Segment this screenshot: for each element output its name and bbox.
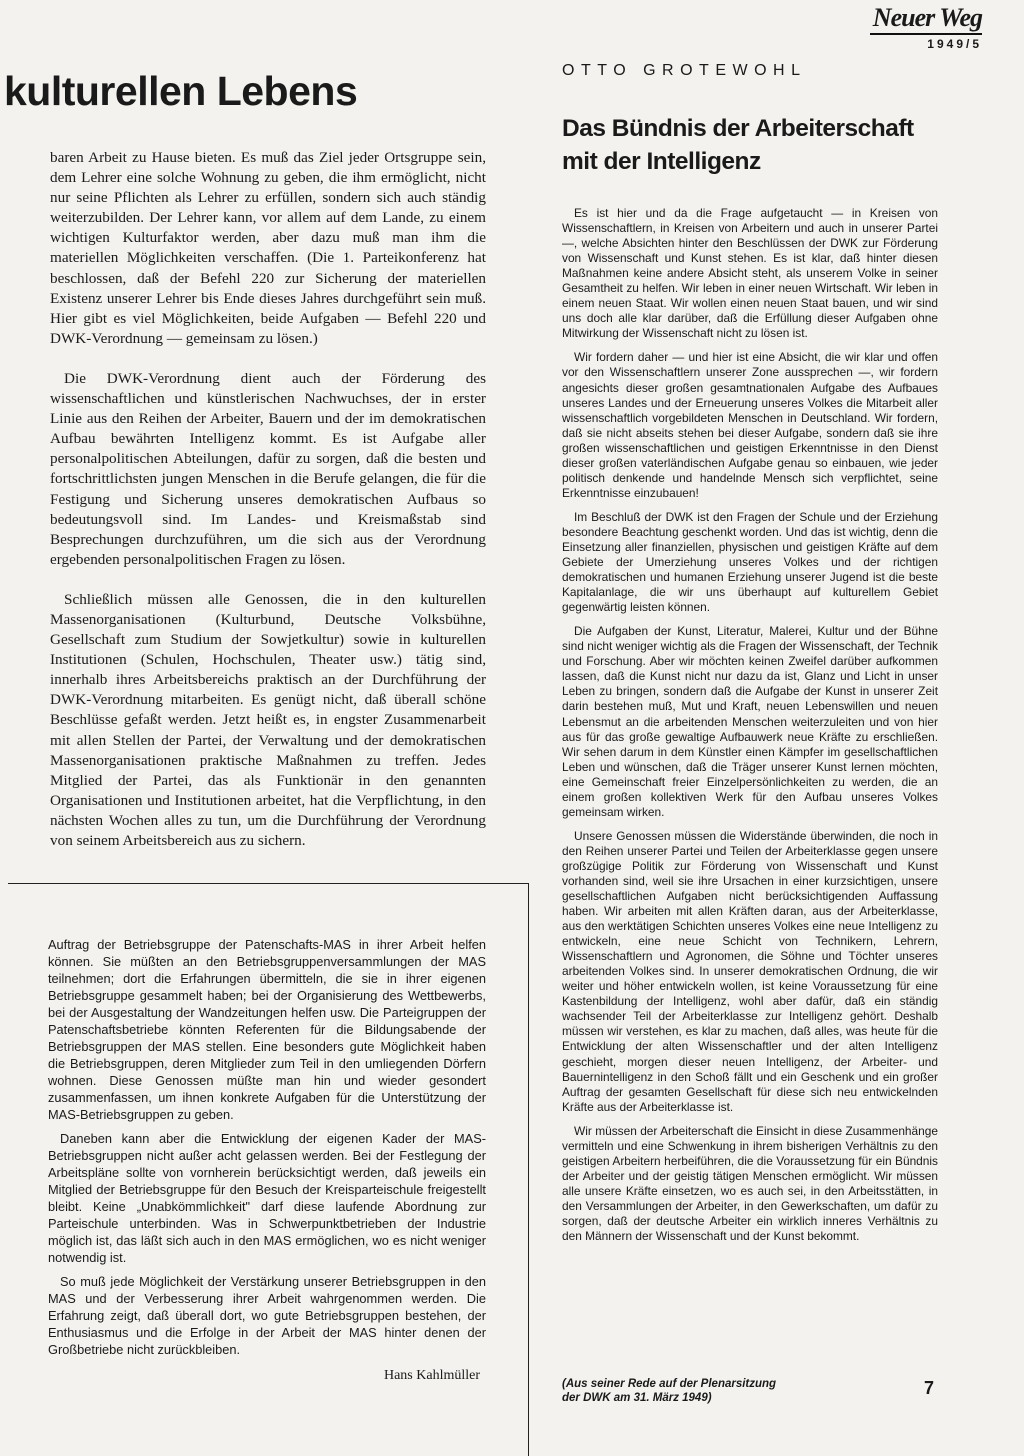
article-title xyxy=(562,112,982,178)
right-paragraph: Unsere Genossen müssen die Widerstände überwinden, die noch in den Reihen unserer Partei und Teilen der Arbeiterklasse gegen unsere großzügige Politik zur Förderung von Wissenschaft und Kunst vorhanden sind, weil sie ihre Ursachen in einer kurzsichtigen, unsere gesellschaftlichen Aufgaben nicht berücksichtigenden Auffassung haben. Wir arbeiten mit allen Kräften daran, aus der Arbeiterklasse, aus den werktätigen Schichten unseres Volkes eine neue Intelligenz zu entwickeln, eine neue Schicht von Technikern, Lehrern, Wissenschaftlern und Agronomen, die Söhne und Töchter unseres arbeitenden Volkes sind. In unserer demokratischen Ordnung, die wir weiter und höher entwickeln wollen, ist keine Voraussetzung für eine Kastenbildung der Intelligenz, wohl aber dafür, daß ein ständig wachsender Teil der Arbeiterklasse zur Intelligenz gehört. Deshalb müssen wir verstehen, es klar zu machen, daß alles, was heute für die Entwicklung der alten Wissenschaftler und der alten Intelligenz geschieht, morgen dieser neuen Intelligenz, der Arbeiter- und Bauernintelligenz in den Schoß fällt und ein Geschenk und ein großer Auftrag der gesamten Gesellschaft für diese sich neu entwickelnden Kräfte aus der Arbeiterklasse ist. xyxy=(562,828,938,1114)
left-paragraph: Schließlich müssen alle Genossen, die in den kulturellen Massenorganisationen (Kulturbund, Deutsche Volksbühne, Gesellschaft zum Studium der Sowjetkultur) sowie in kulturellen Institutionen (Schulen, Hochschulen, Theater usw.) tätig sind, innerhalb ihres Arbeitsbereichs praktisch an der Durchführung der DWK-Verordnung mitarbeiten. Es genügt nicht, daß überall schöne Beschlüsse gefaßt werden. Jetzt heißt es, in engster Zusammenarbeit mit allen Stellen der Partei, der Verwaltung und der demokratischen Massenorganisationen praktische Maßnahmen zu treffen. Jedes Mitglied der Partei, das als Funktionär in den genannten Organisationen und Institutionen arbeitet, hat die Verpflichtung, in den nächsten Wochen alles zu tun, um die Durchführung der Verordnung von seinem Arbeitsbereich aus zu sichern. xyxy=(50,590,486,849)
left-article-body xyxy=(50,148,486,871)
right-article-body xyxy=(562,206,938,1253)
right-paragraph: Die Aufgaben der Kunst, Literatur, Malerei, Kultur und der Bühne sind nicht weniger wichtig als die Fragen der Wissenschaft, der Technik und Forschung. Aber wir möchten keinen Zweifel darüber aufkommen lassen, daß die Kunst nicht nur dazu da ist, Glanz und Licht in unser Leben zu bringen, sondern daß die Aufgabe der Kunst in unserer Zeit darin bestehen muß, Mut und Kraft, neuen Lebenswillen und neuen Lebensmut an die arbeitenden Menschen weiterzuleiten und von hier aus für das große gewaltige Aufbauwerk neue Kräfte zu erschließen. Wir sehen darum in dem Künstler einen Kämpfer im gesellschaftlichen Leben und wünschen, daß die Träger unserer Kunst lernen möchten, eine Gemeinschaft freier Einzelpersönlichkeiten zu werden, die an einem großen kollektiven Werk für den Aufbau unseres Volkes gemeinsam wirken. xyxy=(562,624,938,819)
right-paragraph: Im Beschluß der DWK ist den Fragen der Schule und der Erziehung besondere Beachtung geschenkt worden. Und das ist wichtig, denn die Einsetzung aller finanziellen, physischen und geistigen Kräfte auf dem Gebiete der Umerziehung unseres Volkes und der richtigen demokratischen und humanen Erziehung unserer Jugend ist die beste Kapitalanlage, die wir uns überhaupt auf kulturellem Gebiet gegenwärtig leisten können. xyxy=(562,509,938,615)
page-number: 7 xyxy=(924,1378,935,1398)
masthead-logo: Neuer Weg xyxy=(872,3,982,32)
article-title-line-1: Das Bündnis der Arbeiterschaft xyxy=(562,115,914,142)
article-source-note xyxy=(562,1377,802,1405)
box-paragraph: Daneben kann aber die Entwicklung der eigenen Kader der MAS-Betriebsgruppen nicht außer acht gelassen werden. Bei der Festlegung der Arbeitspläne sollte von vornherein berücksichtigt werden, daß jeweils ein Mitglied der Betriebsgruppe für den Besuch der Kreisparteischule freigestellt bleibt. Keine „Unabkömmlichkeit" darf diese laufende Abordnung zur Parteischule unterbinden. Was in Schwerpunktbetrieben der Industrie möglich ist, das läßt sich auch in den MAS ermöglichen, wo es nicht weniger notwendig ist. xyxy=(48,1131,486,1265)
box-paragraph: So muß jede Möglichkeit der Verstärkung unserer Betriebsgruppen in den MAS und der Verbesserung ihrer Arbeit wahrgenommen werden. Die Erfahrung zeigt, daß überall dort, wo gute Betriebsgruppen bestehen, der Enthusiasmus und die Erfolge in der Arbeit der MAS hinter denen der Großbetriebe nicht zurückbleiben. xyxy=(48,1274,486,1357)
article-author: OTTO GROTEWOHL xyxy=(562,62,807,79)
box-paragraph: Auftrag der Betriebsgruppe der Patenschafts-MAS in ihrer Arbeit helfen können. Sie müßten an den Betriebsgruppenversammlungen der MAS teilnehmen; dort die Erfahrungen übermitteln, die sie in ihrer eigenen Betriebsgruppe gesammelt haben; bei der Organisierung des Wettbewerbs, bei der Ausgestaltung der Wandzeitungen helfen usw. Die Parteigruppen der Patenschaftsbetriebe könnten Referenten für die Bildungsabende der Betriebsgruppen der MAS stellen. Eine besonders gute Möglichkeit haben die Betriebsgruppen, deren Mitglieder zum Teil in den umliegenden Dörfern wohnen. Diese Genossen müßte man hin und wieder gesondert zusammenfassen, um ihnen konkrete Aufgaben für die Unterstützung der MAS-Betriebsgruppen zu geben. xyxy=(48,937,486,1122)
masthead-rule xyxy=(870,33,982,35)
article-title-line-2: mit der Intelligenz xyxy=(562,148,761,175)
boxed-article-body xyxy=(48,936,486,1365)
source-note-line-2: der DWK am 31. März 1949) xyxy=(562,1392,712,1404)
box-article-signature: Hans Kahlmüller xyxy=(383,1368,480,1383)
source-note-line-1: (Aus seiner Rede auf der Plenarsitzung xyxy=(562,1378,777,1390)
right-paragraph: Wir fordern daher — und hier ist eine Absicht, die wir klar und offen vor den Wissenschaftlern unserer Zone aussprechen —, wir fordern angesichts dieser großen gesamtnationalen Aufgabe des Aufbaues unseres Landes und der Erneuerung unseres Volkes die Mitarbeit aller wissenschaftlich vorgebildeten Menschen in Deutschland. Wir fordern, daß sie nicht abseits stehen bei dieser Aufgabe, sondern daß sie ihre großen wissenschaftlichen und geistigen Erkenntnisse in den Dienst dieser großen vaterländischen Aufgabe genau so einbauen, wie jeder politisch denkende und handelnde Mensch sich verpflichtet, seine Erkenntnisse einzubauen! xyxy=(562,350,938,500)
issue-number: 1949/5 xyxy=(927,37,982,51)
left-article-heading: kulturellen Lebens xyxy=(4,68,358,114)
left-paragraph: Die DWK-Verordnung dient auch der Förderung des wissenschaftlichen und künstlerischen Nachwuchses, der in erster Linie aus den Reihen der Arbeiter, Bauern und der im demokratischen Aufbau bewährten Intelligenz kommt. Es ist Aufgabe aller personalpolitischen Abteilungen, dafür zu sorgen, daß die besten und fortschrittlichsten jungen Menschen in die Berufe gelangen, die für die Festigung und Sicherung unseres demokratischen Aufbaus so bedeutungsvoll sind. Im Landes- und Kreismaßstab sind Besprechungen durchzuführen, um die sich aus der Verordnung ergebenden personalpolitischen Fragen zu lösen. xyxy=(50,369,486,568)
left-paragraph: baren Arbeit zu Hause bieten. Es muß das Ziel jeder Ortsgruppe sein, dem Lehrer eine solche Wohnung zu geben, die ihm ermöglicht, nicht nur seine Pflichten als Lehrer zu erfüllen, sondern sich auch ständig weiterzubilden. Der Lehrer kann, vor allem auf dem Lande, zu einem wichtigen Kulturfaktor werden, aber dazu muß man ihm die materiellen Möglichkeiten verschaffen. (Die 1. Parteikonferenz hat beschlossen, daß der Befehl 220 zur Sicherung der materiellen Existenz unserer Lehrer bis Ende dieses Jahres durchgeführt sein muß. Hier gibt es viel Möglichkeiten, beide Aufgaben — Befehl 220 und DWK-Verordnung — gemeinsam zu lösen.) xyxy=(50,149,486,347)
masthead xyxy=(862,4,982,51)
right-paragraph: Wir müssen der Arbeiterschaft die Einsicht in diese Zusammenhänge vermitteln und eine Schwenkung in ihrem bisherigen Verhältnis zu den geistigen Arbeitern herbeiführen, die die Voraussetzung für ein Bündnis der Arbeiter und der geistig tätigen Menschen ermöglicht. Wir müssen alle unsere Kräfte einsetzen, wo es auch sei, in den Arbeitsstätten, in den Versammlungen der Arbeiter, in den Gewerkschaften, um dafür zu sorgen, daß der deutsche Arbeiter ein wirklich inneres Verhältnis zu den Männern der Wissenschaft und der Kunst bekommt. xyxy=(562,1123,938,1244)
right-paragraph: Es ist hier und da die Frage aufgetaucht — in Kreisen von Wissenschaftlern, in Kreisen von Arbeitern und auch in unserer Partei —, welche Absichten hinter den Beschlüssen der DWK zur Förderung von Wissenschaft und Kunst stehen. Es ist klar, daß hinter diesen Maßnahmen keine andere Absicht steht, als unserem Volke in seiner Gesamtheit zu helfen. Wir leben in einer neuen Wirtschaft. Wir leben in einem neuen Staat. Wir wollen einen neuen Staat bauen, und wir sind uns doch alle klar darüber, daß die Erfüllung dieser Aufgaben ohne Mitwirkung der Wissenschaft nicht zu lösen ist. xyxy=(562,206,938,341)
